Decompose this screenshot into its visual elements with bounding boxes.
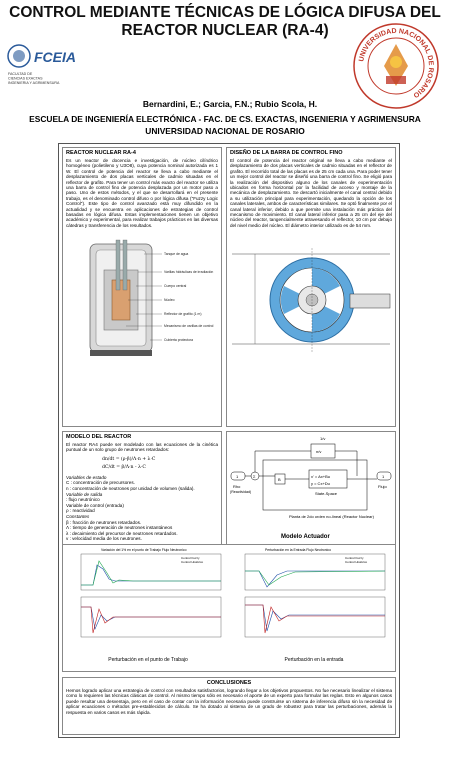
fceia-logo <box>6 40 88 88</box>
barra-heading: DISEÑO DE LA BARRA DE CONTROL FINO <box>230 150 343 156</box>
modelo-intro: El reactor RA4 puede ser modelado con las ecuaciones de la cinética puntual de un solo grupo de neutrones retardados: <box>66 442 218 453</box>
chart-right-caption: Perturbación en la entrada <box>284 657 344 663</box>
fceia-logo-sub3: INGENIERIA Y AGRIMENSURA <box>8 81 60 85</box>
fceia-logo-sub1: FACULTAD DE <box>8 72 33 76</box>
sim-b-label: B <box>278 477 281 482</box>
sim-out-num: 1 <box>382 474 385 479</box>
reactor-label-6: Cubierta protectora <box>164 338 194 343</box>
sim-in-name: Rho <box>233 484 241 489</box>
reactor-diagram <box>66 232 220 362</box>
var-10: λ : decaimiento del precursor de neutrones retardados. <box>66 530 178 536</box>
chart-left-bottom <box>81 597 221 637</box>
chart-right-top <box>245 548 385 590</box>
fceia-logo-sub2: CIENCIAS EXACTAS <box>8 76 43 81</box>
sim-block-uv: 1/v <box>320 436 326 441</box>
var-11: v : velocidad media de los neutrones. <box>66 536 142 542</box>
chart-left-top <box>81 548 221 590</box>
sim-in-num: 1 <box>236 474 239 479</box>
sim-in-sub: (Reactividad) <box>230 490 252 494</box>
sim-sum: Σ <box>253 474 256 479</box>
equation-1: dn/dt = (ρ-β)/Λ·n + λ·C <box>102 456 156 462</box>
var-3: Variable de salida <box>66 491 103 497</box>
var-2: n : concentración de neutrones por unidad de volumen (salida). <box>66 486 195 491</box>
sim-ss-2: y = Cx+Du <box>311 481 330 486</box>
chart-left-legend-1: Control Fuzzy <box>181 556 200 560</box>
reactor-label-1: Varillas hidráulicas de irradiación <box>164 270 214 275</box>
conclusiones-panel <box>62 677 396 735</box>
authors: Bernardini, E.; Garcia, F.N.; Rubio Scola, H. <box>142 99 318 109</box>
var-6: ρ : reactividad <box>66 508 95 514</box>
modelo-equations <box>102 456 218 472</box>
reactor-panel <box>62 147 222 427</box>
sim-ss-1: x' = Ax+Bu <box>311 474 330 479</box>
sim-out-name: Flujo <box>378 484 387 489</box>
reactor-body: Es un reactor de docencia e investigación, de núcleo cilíndrico homogéneo (polietileno y U3O8), cuya potencia nominal autorizada es 1 W. El control de potencia del reactor se lleva a cabo mediante el desplazamiento de dos placas verticales de cadmio situadas en el reflector de grafito. Para tener un control más exacto del reactor se utiliza una barra de control fino de potencia desplazada por un motor paso a paso. Uno de estos métodos, y el que se desarrollará en el presente trabajo, es el denominado control difuso o por lógica difusa ("Fuzzy Logic Control"). Este tipo de control avanzado está muy difundido en la actualidad y se encuentra en aplicaciones de estrategias de control basadas en lógica difusa. Estas implementaciones tienen un objetivo académico y experimental, para realizar trabajos prácticos en las diversas cátedras y transferencia de los resultados. <box>66 158 218 228</box>
var-7: Constantes <box>66 513 90 519</box>
fceia-logo-text: FCEIA <box>34 49 76 65</box>
poster-body <box>58 143 400 738</box>
reactor-heading: REACTOR NUCLEAR RA-4 <box>66 150 136 156</box>
chart-right-legend-1: Control Fuzzy <box>345 556 364 560</box>
poster-title: CONTROL MEDIANTE TÉCNICAS DE LÓGICA DIFUSA DEL REACTOR NUCLEAR (RA-4) <box>9 4 441 39</box>
school-line-2: UNIVERSIDAD NACIONAL DE ROSARIO <box>145 126 305 136</box>
reactor-label-4: Reflector de grafito (1 m) <box>164 312 202 317</box>
chart-left-title: Variación del 1% en el punto de Trabajo Flujo Neutronico <box>101 548 187 552</box>
equation-2: dC/dt = β/Λ·n - λ·C <box>102 464 146 470</box>
school-affiliation <box>4 113 446 137</box>
var-4: : flujo neutrónico <box>66 497 100 503</box>
charts-panel <box>62 544 396 672</box>
var-9: Λ : tiempo de generación de neutrones instantáneos <box>66 525 173 531</box>
var-8: β : fracción de neutrones retardados. <box>66 519 142 525</box>
reactor-label-0: Tanque de agua <box>164 252 189 257</box>
reactor-label-5: Mecanismo de varillas de control <box>164 324 214 329</box>
reactor-label-3: Núcleo <box>164 298 175 303</box>
chart-right-legend-2: Control Histórico <box>345 560 368 564</box>
unr-ring-text: UNIVERSIDAD NACIONAL DE ROSARIO <box>358 27 435 99</box>
sim-block-n: n/v <box>316 449 322 454</box>
chart-right-title: Perturbación en la Entrada Flujo Neutronico <box>265 548 331 552</box>
reactor-label-2: Cuerpo central <box>164 284 187 289</box>
chart-left-caption: Perturbación en el punto de Trabajo <box>108 657 188 663</box>
conclusiones-body: Hemos logrado aplicar una estrategia de control con resultados satisfactorios, logrando llegar a los objetivos propuestos. No fue necesario linealizar el sistema como lo requieren las técnicas clásicas de control. Al mismo tiempo sólo es necesario el aporte de un experto para formular las reglas. Esto en algunos casos puede resultar una desventaja, pero en el caso de contar con la información necesaria puede construirse un sistema de inferencia difuso sin la necesidad de aplicar ecuaciones o métodos pre-establecidos de cálculo. Se ha dotado al sistema de un grado de robustez para tratar las perturbaciones, además la respuesta en varios casos es más rápida. <box>66 688 392 715</box>
actuator-title: Modelo Actuador <box>281 534 330 540</box>
var-0: Variables de estado <box>66 474 107 480</box>
var-5: Variable de control (entrada) <box>66 502 124 508</box>
barra-body: El control de potencia del reactor original se lleva a cabo mediante el desplazamiento de dos placas verticales de cadmio situadas en el reflector de grafito. El recorrido total de las placas es de 25 cm cada una. Para poder tener un mejor control del reactor se diseñó una barra de control fino. Se eligió para la realización del dispositivo alguno de los canales de experimentación ubicados en forma horizontal por la facilidad de acceso y montaje de la mecánica de desplazamiento. Se descartó inicialmente el canal central debido a su utilización principal para experimentación, quedando la opción de los canales laterales, ambos de características similares. Se optó finalmente por el canal lateral inferior, debido a que permite una instalación más práctica del mecanismo de movimiento. El canal lateral inferior pasa a 25 cm del eje del núcleo del reactor, tangencialmente atravesando el reflector, 10 cm por debajo del nivel medio del núcleo. El diámetro interior utilizado es de 54 mm. <box>230 158 392 228</box>
barra-panel <box>226 147 396 427</box>
var-1: C : concentración de precursores. <box>66 480 135 486</box>
unr-seal-logo <box>352 22 440 110</box>
school-line-1: ESCUELA DE INGENIERÍA ELECTRÓNICA - FAC. DE CS. EXACTAS, INGENIERIA Y AGRIMENSURA <box>29 114 421 124</box>
sim-ss-label: State-Space <box>315 491 338 496</box>
sim-caption: Planta de 2do orden no-lineal (Reactor Nuclear) <box>289 514 374 519</box>
conclusiones-heading: CONCLUSIONES <box>206 680 252 686</box>
modelo-heading: MODELO DEL REACTOR <box>66 434 132 440</box>
chart-right-bottom <box>245 597 385 637</box>
chart-left-legend-2: Control Histórico <box>181 560 204 564</box>
charts-svg <box>63 545 395 653</box>
barra-diagram <box>230 234 392 364</box>
